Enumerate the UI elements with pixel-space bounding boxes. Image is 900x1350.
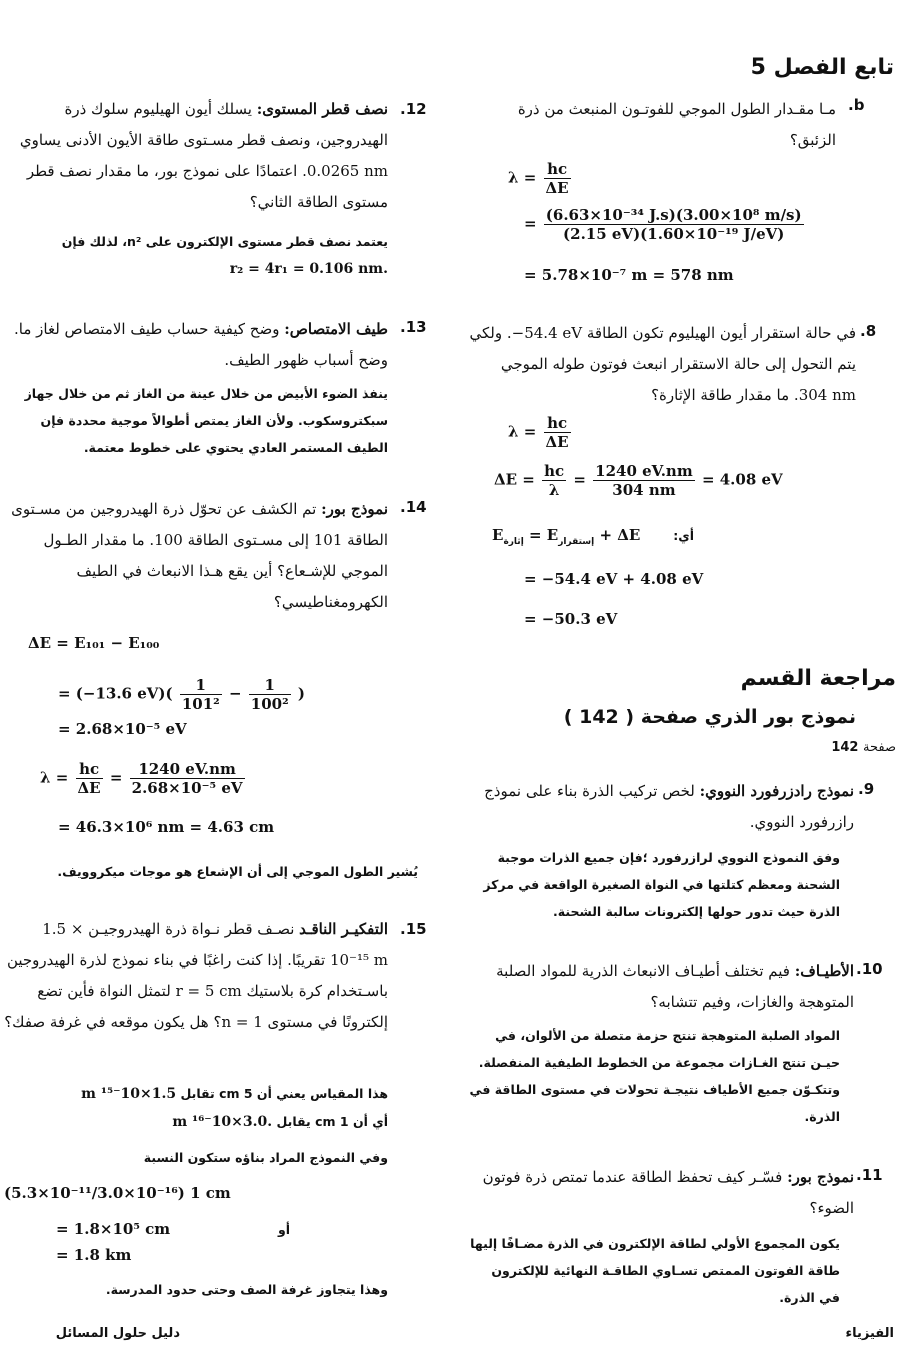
section-title: مراجعة القسم	[740, 666, 896, 691]
footer-right: الفيزياء	[845, 1326, 894, 1341]
question-number: .13	[400, 318, 427, 336]
question-number: .14	[400, 498, 427, 516]
answer-text: أي أن 1 cm يقابل .3.0×10⁻¹⁶ m	[172, 1114, 388, 1130]
question-number: .8	[860, 322, 877, 340]
answer-text: هذا المقياس يعني أن 5 cm تقابل 1.5×10⁻¹⁵ m	[81, 1086, 388, 1102]
question-text: نموذج بور: فسّـر كيف تحفظ الطاقة عندما تمتص ذرة فوتون الضوء؟	[482, 1168, 854, 1217]
equation: ΔE = $\frac{hc}{\lambda}$ = $\frac{1240 eV.nm}{304 nm}$ = 4.08 eV	[494, 462, 783, 499]
question-text: في حالة استقرار أيون الهيليوم تكون الطاقة ‎−54.4 eV‏. ولكي يتم التحول إلى حالة الاستقرار انبعث فوتون طوله الموجي ‎304 nm‏. ما مقدار طاقة الإثارة؟	[469, 324, 856, 404]
question-text: التفكيـر الناقـد نصـف قطر نـواة ذرة الهيدروجيـن ‎1.5 × 10⁻¹⁵ m‏ تقريبًا. إذا كنت راغبًا في بناء نموذج لذرة الهيدروجين باسـتخدام كرة بلاستيك ‎r = 5 cm‏ لتمثل النواة فأين تضع إلكترونًا في مستوى ‎n = 1‏؟ هل يكون موقعه في غرفة صفك؟	[4, 920, 388, 1031]
equation: λ = $\frac{hc}{\Delta E}$	[508, 160, 569, 197]
question-number: .10	[856, 960, 883, 978]
or-label: أي:	[673, 528, 694, 543]
equation: ΔE = E₁₀₁ − E₁₀₀	[28, 634, 160, 652]
answer-text: ينفذ الضوء الأبيض من خلال عينة من الغاز ثم من خلال جهاز سبكتروسكوب. ولأن الغاز يمتص أطوالاً موجية محددة فإن الطيف المستمر العادي يحتوي على خطوط معتمة.	[24, 386, 388, 455]
answer-text: يُشير الطول الموجي إلى أن الإشعاع هو موجات ميكروويف.	[57, 864, 418, 879]
question-number: .12	[400, 100, 427, 118]
equation: = −50.3 eV	[524, 610, 618, 628]
equation: = 5.78×10⁻⁷ m = 578 nm	[524, 266, 734, 284]
section-subtitle: نموذج بور الذري صفحة ( 142 )	[563, 706, 856, 728]
question-text: مـا مقـدار الطول الموجي للفوتـون المنبعث من ذرة الزئبق؟	[517, 100, 836, 149]
question-number: .9	[858, 780, 875, 798]
equation: λ = $\frac{hc}{\Delta E}$	[508, 414, 569, 451]
question-number: .15	[400, 920, 427, 938]
equation: = (−13.6 eV)( $\frac{1}{\text{101²}}$ − $\frac{1}{\text{100²}}$ )	[58, 676, 305, 713]
question-text: نصف قطر المستوى: يسلك أيون الهيليوم سلوك ذرة الهيدروجين، ونصف قطر مسـتوى طاقة الأيون الأدنى يساوي ‎0.0265 nm‏. اعتمادًا على نموذج بور، ما مقدار نصف قطر مستوى الطاقة الثاني؟	[19, 100, 388, 211]
answer-text: وفي النموذج المراد بناؤه ستكون النسبة	[143, 1150, 388, 1165]
or-label: أو	[277, 1222, 290, 1237]
question-text: الأطيـاف: فيم تختلف أطيـاف الانبعاث الذرية للمواد الصلبة المتوهجة والغازات، وفيم تتشابه؟	[496, 962, 854, 1011]
question-text: نموذج رادزرفورد النووي: لخص تركيب الذرة بناء على نموذج رازرفورد النووي.	[484, 782, 854, 831]
page-reference: صفحة 142	[831, 740, 896, 755]
answer-text: المواد الصلبة المتوهجة تنتج حزمة متصلة من الألوان، في حيـن تنتج الغـازات مجموعة من الخطوط الطيفية المنفصلة. وتتكـوّن جميع الأطياف نتيجـة تحولات في مستوى الطاقة في الذرة.	[469, 1028, 840, 1124]
equation: λ = $\frac{hc}{\Delta E}$ = $\frac{1240 eV.nm}{\text{2.68×10⁻⁵ eV}}$	[40, 760, 243, 797]
equation: = 1.8×10⁵ cm	[56, 1220, 171, 1238]
equation: $E_{إثارة} = E_{إستقرار} + \Delta E$	[492, 526, 641, 547]
answer-text: وفق النموذج النووي لرازرفورد ؛فإن جميع الذرات موجبة الشحنة ومعظم كتلتها في النواة الصغيرة الواقعة في مركز الذرة حيث تدور حولها إلكترونات سالبة الشحنة.	[483, 850, 840, 919]
answer-text: يكون المجموع الأولي لطاقة الإلكترون في الذرة مضـافًا إليها طاقة الفوتون الممتص تسـاوي الطاقـة النهائية للإلكترون في الذرة.	[470, 1236, 840, 1305]
equation: = 1.8 km	[56, 1246, 132, 1264]
equation: = −54.4 eV + 4.08 eV	[524, 570, 704, 588]
equation: = $\frac{\text{(6.63×10⁻³⁴ J.s)(3.00×10⁸ m/s)}}{\text{(2.15 eV)(1.60×10⁻¹⁹ J/eV)}}$	[524, 206, 802, 243]
equation: (5.3×10⁻¹¹/3.0×10⁻¹⁶) 1 cm	[4, 1184, 231, 1202]
answer-text: وهذا يتجاوز غرفة الصف وحتى حدود المدرسة.	[105, 1282, 388, 1297]
answer-text: يعتمد نصف قطر مستوى الإلكترون على n²، لذلك فإن .r₂ = 4r₁ = 0.106 nm	[61, 234, 388, 277]
question-text: طيف الامتصاص: وضح كيفية حساب طيف الامتصاص لغاز ما. وضح أسباب ظهور الطيف.	[14, 320, 388, 369]
equation: = 46.3×10⁶ nm = 4.63 cm	[58, 818, 275, 836]
question-number: .11	[856, 1166, 883, 1184]
footer-left: دليل حلول المسائل	[55, 1326, 180, 1341]
question-text: نموذج بور: تم الكشف عن تحوّل ذرة الهيدروجين من مسـتوى الطاقة 101 إلى مسـتوى الطاقة 100. ما مقدار الطـول الموجي للإشـعاع؟ أين يقع هـذا الانبعاث في الطيف الكهرومغناطيسي؟	[11, 500, 388, 611]
question-number: .b	[848, 96, 865, 114]
equation: = 2.68×10⁻⁵ eV	[58, 720, 187, 738]
page-title: تابع الفصل 5	[750, 55, 894, 80]
